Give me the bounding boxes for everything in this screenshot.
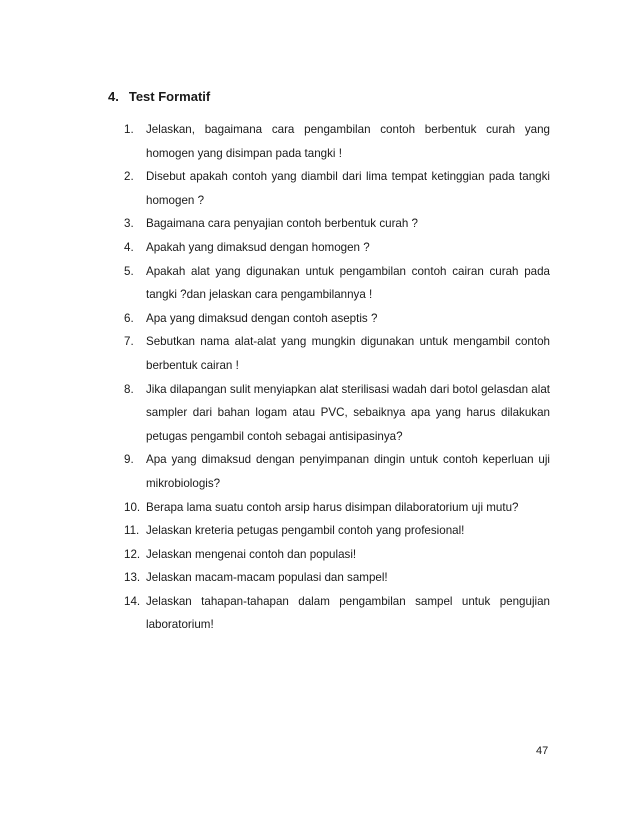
question-number: 1.	[124, 123, 134, 136]
question-number: 8.	[124, 382, 134, 396]
question-number: 6.	[124, 311, 134, 325]
question-number: 14.	[124, 594, 141, 608]
question-item	[124, 496, 550, 520]
question-text: Jelaskan macam-macam populasi dan sampel!	[146, 571, 388, 585]
question-text: Berapa lama suatu contoh arsip harus disimpan dilaboratorium uji mutu?	[146, 500, 519, 514]
question-number: 9.	[124, 453, 134, 467]
question-text: Apa yang dimaksud dengan penyimpanan dingin untuk contoh keperluan uji mikrobiologis?	[146, 453, 550, 490]
question-text: Jelaskan mengenai contoh dan populasi!	[146, 547, 357, 561]
question-item	[124, 378, 550, 449]
question-number: 13.	[124, 571, 141, 585]
question-number: 3.	[124, 217, 134, 231]
question-text: Apa yang dimaksud dengan contoh aseptis ?	[146, 311, 378, 325]
question-item	[124, 566, 550, 590]
question-text: Jelaskan kreteria petugas pengambil contoh yang profesional!	[146, 524, 465, 538]
page-number: 47	[536, 745, 549, 757]
question-text: Jika dilapangan sulit menyiapkan alat sterilisasi wadah dari botol gelasdan alat sampler dari bahan logam atau PVC, sebaiknya apa yang harus dilakukan petugas pengambil contoh sebagai antisipasinya?	[146, 382, 550, 443]
question-item	[124, 590, 550, 637]
section-number: 4.	[108, 89, 119, 104]
question-text: Bagaimana cara penyajian contoh berbentuk curah ?	[146, 217, 418, 231]
question-text: Disebut apakah contoh yang diambil dari lima tempat ketinggian pada tangki homogen ?	[146, 170, 550, 207]
question-number: 12.	[124, 547, 141, 561]
question-number: 11.	[124, 524, 140, 538]
question-number: 5.	[124, 264, 134, 278]
question-item	[124, 165, 550, 212]
question-text: Sebutkan nama alat-alat yang mungkin digunakan untuk mengambil contoh berbentuk cairan !	[146, 335, 550, 372]
question-item	[124, 118, 550, 165]
question-text: Apakah alat yang digunakan untuk pengambilan contoh cairan curah pada tangki ?dan jelaskan cara pengambilannya !	[146, 264, 550, 302]
question-item	[124, 260, 550, 307]
question-item	[124, 519, 550, 543]
question-item	[124, 330, 550, 377]
question-item	[124, 448, 550, 495]
question-item	[124, 236, 550, 260]
question-item	[124, 212, 550, 236]
section-title: Test Formatif	[128, 89, 211, 104]
question-list	[124, 118, 550, 637]
question-item	[124, 307, 550, 331]
question-number: 10.	[124, 500, 141, 514]
question-text: Jelaskan, bagaimana cara pengambilan contoh berbentuk curah yang homogen yang disimpan pada tangki !	[146, 123, 550, 160]
section-heading	[108, 88, 210, 106]
question-number: 4.	[124, 240, 134, 254]
question-text: Jelaskan tahapan-tahapan dalam pengambilan sampel untuk pengujian laboratorium!	[146, 594, 550, 632]
question-item	[124, 543, 550, 567]
question-text: Apakah yang dimaksud dengan homogen ?	[146, 240, 370, 254]
question-number: 2.	[124, 170, 134, 184]
question-number: 7.	[124, 335, 134, 349]
